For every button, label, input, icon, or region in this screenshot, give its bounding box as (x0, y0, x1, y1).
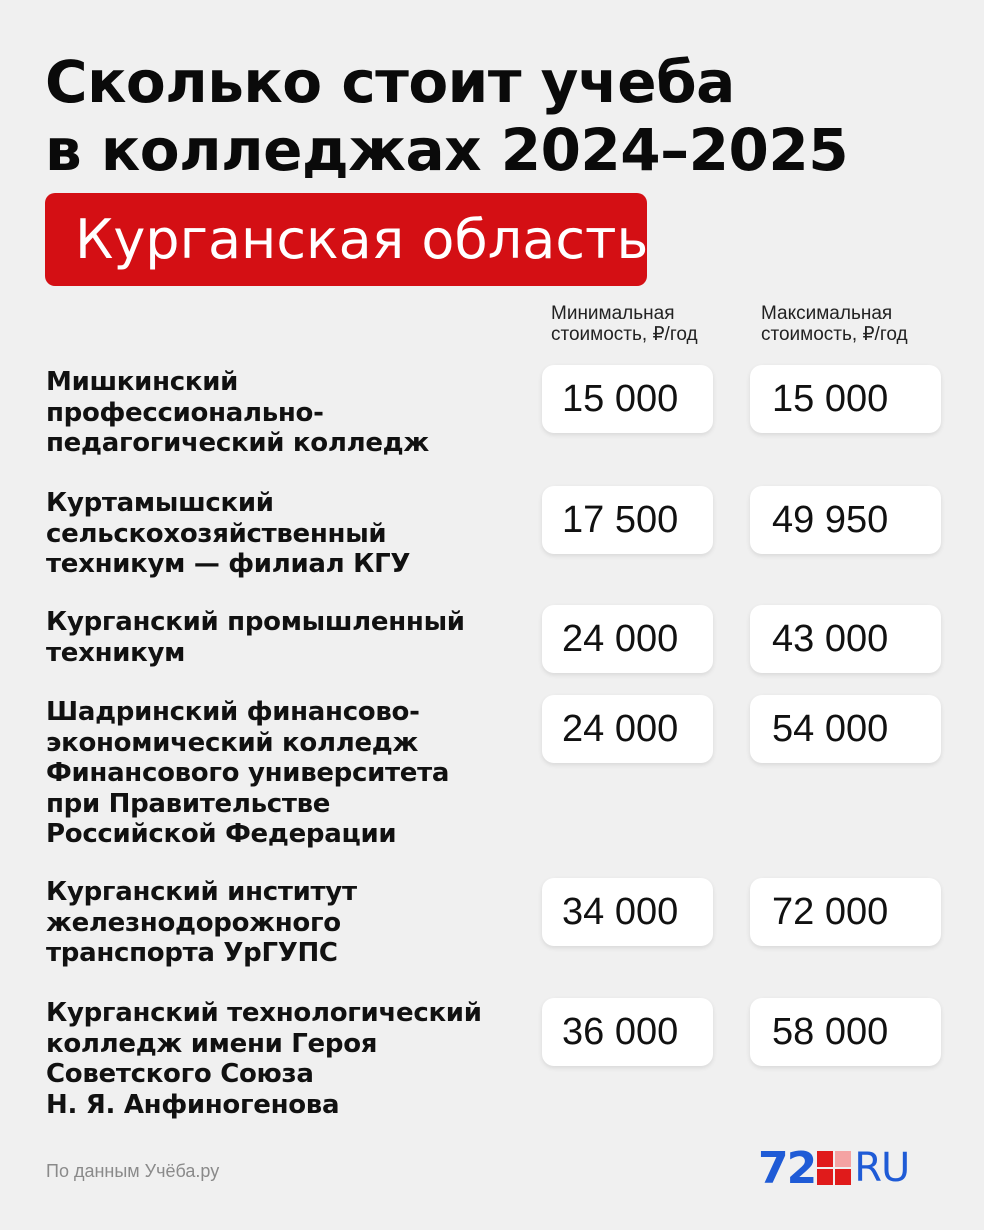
max-cost-column-header: Максимальная стоимость, ₽/год (761, 303, 908, 345)
logo-number: 72 (758, 1142, 816, 1194)
max-cost-value: 49 950 (750, 486, 941, 554)
college-name: Куртамышский сельскохозяйственный техникум — филиал КГУ (46, 488, 411, 579)
min-cost-value: 24 000 (542, 695, 713, 763)
college-name: Мишкинский профессионально- педагогический колледж (46, 367, 429, 458)
72ru-logo (758, 1142, 910, 1194)
college-name: Курганский промышленный техникум (46, 607, 465, 668)
min-cost-value: 24 000 (542, 605, 713, 673)
page-title (45, 48, 848, 184)
min-cost-value: 17 500 (542, 486, 713, 554)
region-badge: Курганская область (45, 193, 647, 286)
title-line-2: в колледжах 2024–2025 (45, 116, 849, 184)
college-name: Шадринский финансово- экономический колледж Финансового университета при Правительстве Российской Федерации (46, 697, 450, 849)
min-cost-value: 34 000 (542, 878, 713, 946)
max-cost-value: 54 000 (750, 695, 941, 763)
min-cost-value: 36 000 (542, 998, 713, 1066)
source-note: По данным Учёба.ру (46, 1161, 220, 1181)
max-cost-value: 15 000 (750, 365, 941, 433)
max-cost-value: 58 000 (750, 998, 941, 1066)
min-cost-value: 15 000 (542, 365, 713, 433)
max-cost-value: 72 000 (750, 878, 941, 946)
logo-square-icon (817, 1151, 851, 1185)
min-cost-column-header: Минимальная стоимость, ₽/год (551, 303, 698, 345)
college-name: Курганский технологический колледж имени Героя Советского Союза Н. Я. Анфиногенова (46, 998, 482, 1120)
max-cost-value: 43 000 (750, 605, 941, 673)
logo-suffix: RU (854, 1145, 910, 1191)
college-name: Курганский институт железнодорожного транспорта УрГУПС (46, 877, 357, 968)
title-line-1: Сколько стоит учеба (45, 48, 735, 116)
